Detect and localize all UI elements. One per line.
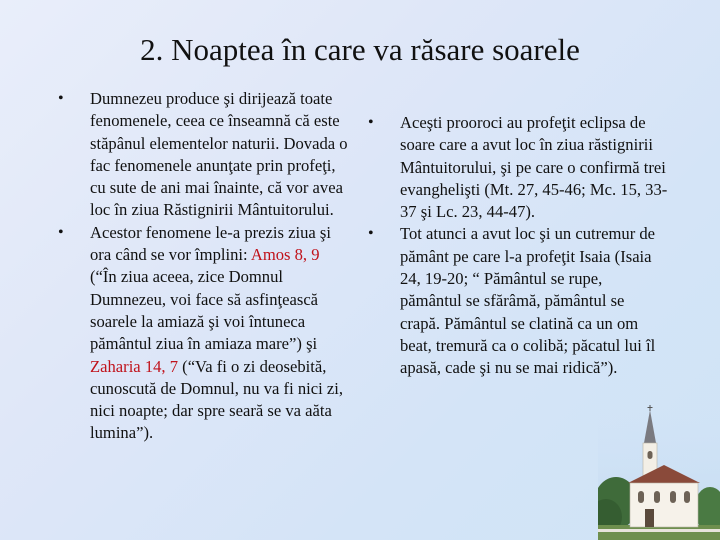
- left-column: [58, 88, 350, 445]
- bullet-text: Tot atunci a avut loc şi un cutremur de pământ pe care l-a profeţit Isaia (Isaia 24, 19-20; “ Pământul se rupe, pământul se sfărâmă, pământul se crapă. Pământul se clatină ca un om beat, tremură ca o colibă; păcatul lui îl apasă, cade şi nu se mai ridică”).: [400, 224, 656, 378]
- right-column: [368, 112, 668, 380]
- bullet-item: [58, 88, 350, 222]
- bullet-text: (“În ziua aceea, zice Domnul Dumnezeu, voi face să asfinţească soarele la amiază şi voi întuneca pământul ziua în amiaza mare”) şi: [90, 267, 319, 354]
- bullet-item: [58, 222, 350, 445]
- bullet-item: [368, 112, 668, 223]
- scripture-reference-amos: Amos 8, 9: [250, 245, 320, 265]
- bullet-item: [368, 223, 668, 379]
- slide-title: 2. Noaptea în care va răsare soarele: [140, 32, 580, 67]
- bullet-text: Acestor fenomene le-a prezis ziua şi ora când se vor împlini:: [90, 222, 331, 265]
- scripture-reference-zaharia: Zaharia 14, 7: [90, 356, 179, 376]
- bullet-text: (“Va fi o zi deosebită, cunoscută de Domnul, nu va fi nici zi, nici noapte; dar spre seară se va aăta lumina”).: [90, 356, 343, 443]
- bullet-text: Dumnezeu produce şi dirijează toate fenomenele, ceea ce înseamnă că este stăpânul elementelor naturii. Dovada o fac fenomenele anunţate prin profeţi, cu sute de ani mai înainte, că vor avea loc în ziua Răstignirii Mântuitorului.: [90, 89, 348, 220]
- bullet-text: Aceşti prooroci au profeţit eclipsa de soare care a avut loc în ziua răstignirii Mântuitorului, şi pe care o confirmă trei evanghelişti (Mt. 27, 45-46; Mc. 15, 33-37 şi Lc. 23, 44-47).: [400, 113, 668, 222]
- church-icon: [598, 405, 720, 540]
